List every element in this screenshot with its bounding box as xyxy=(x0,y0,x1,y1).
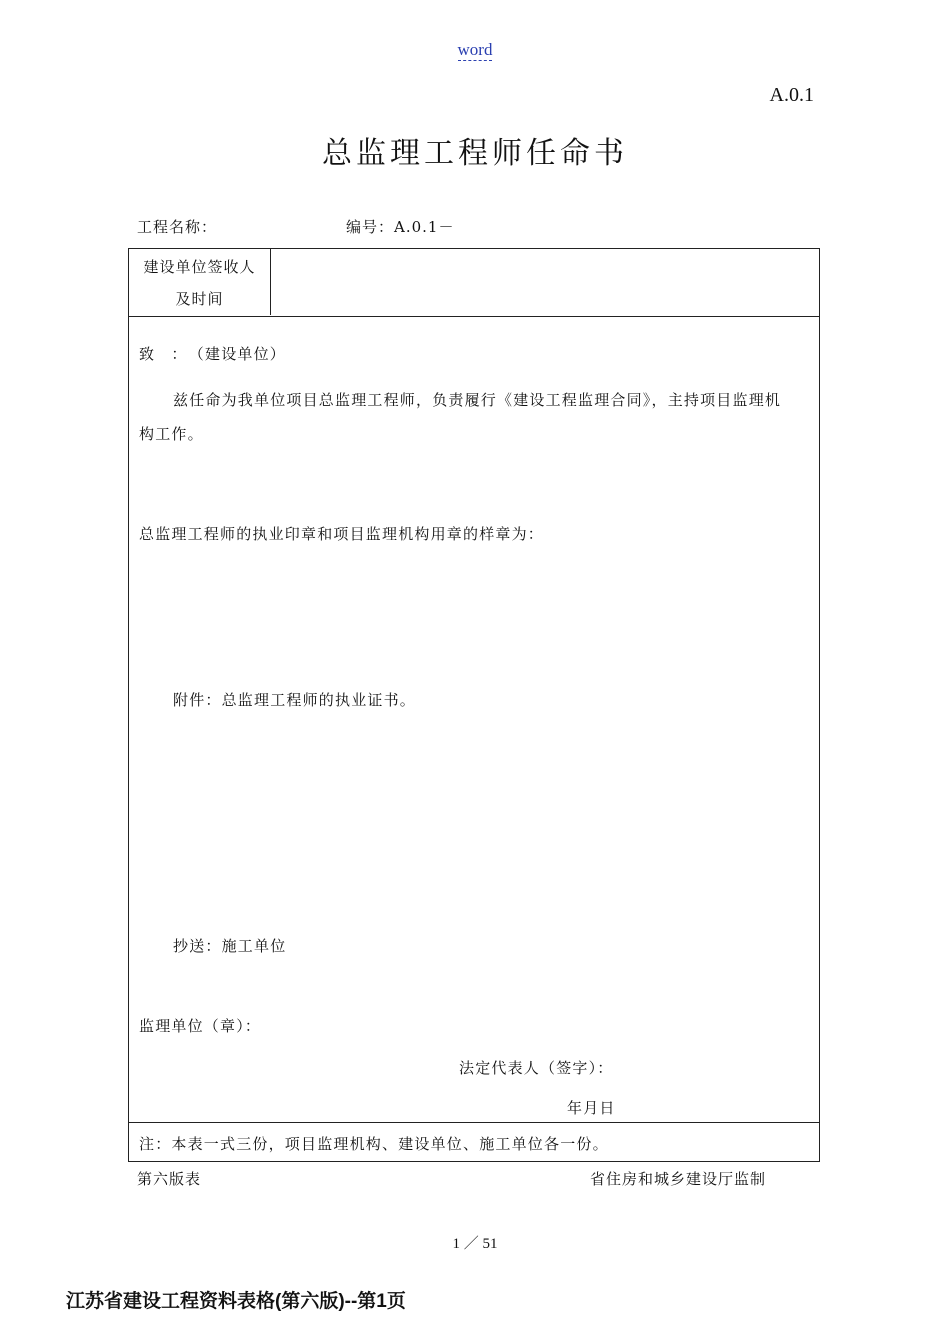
document-footer-title: 江苏省建设工程资料表格(第六版)--第1页 xyxy=(66,1291,406,1312)
cc-line: 抄送：施工单位 xyxy=(173,937,287,955)
legal-rep-line: 法定代表人（签字）： xyxy=(459,1059,614,1077)
attachment-line: 附件：总监理工程师的执业证书。 xyxy=(173,691,417,709)
note-row xyxy=(129,1123,819,1161)
date-line: 年月日 xyxy=(567,1099,616,1117)
receiver-label-line1: 建设单位签收人 xyxy=(143,258,256,276)
form-table xyxy=(128,248,820,1162)
authority-label: 省住房和城乡建设厅监制 xyxy=(590,1170,767,1188)
project-name-label: 工程名称： xyxy=(137,218,218,236)
receiver-row xyxy=(129,249,819,317)
supervisor-unit-line: 监理单位（章）： xyxy=(139,1017,262,1035)
addressee-line: 致 ： （建设单位） xyxy=(139,345,287,363)
form-code: A.0.1 xyxy=(769,84,814,106)
body-cell xyxy=(129,317,819,1123)
number-label: 编号：A.0.1－ xyxy=(346,218,455,236)
header-word-link[interactable]: word xyxy=(457,40,493,59)
receiver-label-line2: 及时间 xyxy=(175,290,224,308)
edition-label: 第六版表 xyxy=(137,1170,202,1188)
receiver-value-cell[interactable] xyxy=(271,249,819,315)
appointment-para-line2: 构工作。 xyxy=(139,425,204,443)
appointment-para-line1: 兹任命为我单位项目总监理工程师，负责履行《建设工程监理合同》，主持项目监理机 xyxy=(173,391,782,409)
page-number: 1 ／ 51 xyxy=(452,1236,498,1252)
receiver-label xyxy=(129,249,271,315)
page-title: 总监理工程师任命书 xyxy=(322,136,628,171)
note-text: 注：本表一式三份，项目监理机构、建设单位、施工单位各一份。 xyxy=(139,1135,609,1153)
seal-sample-line: 总监理工程师的执业印章和项目监理机构用章的样章为： xyxy=(139,525,545,543)
